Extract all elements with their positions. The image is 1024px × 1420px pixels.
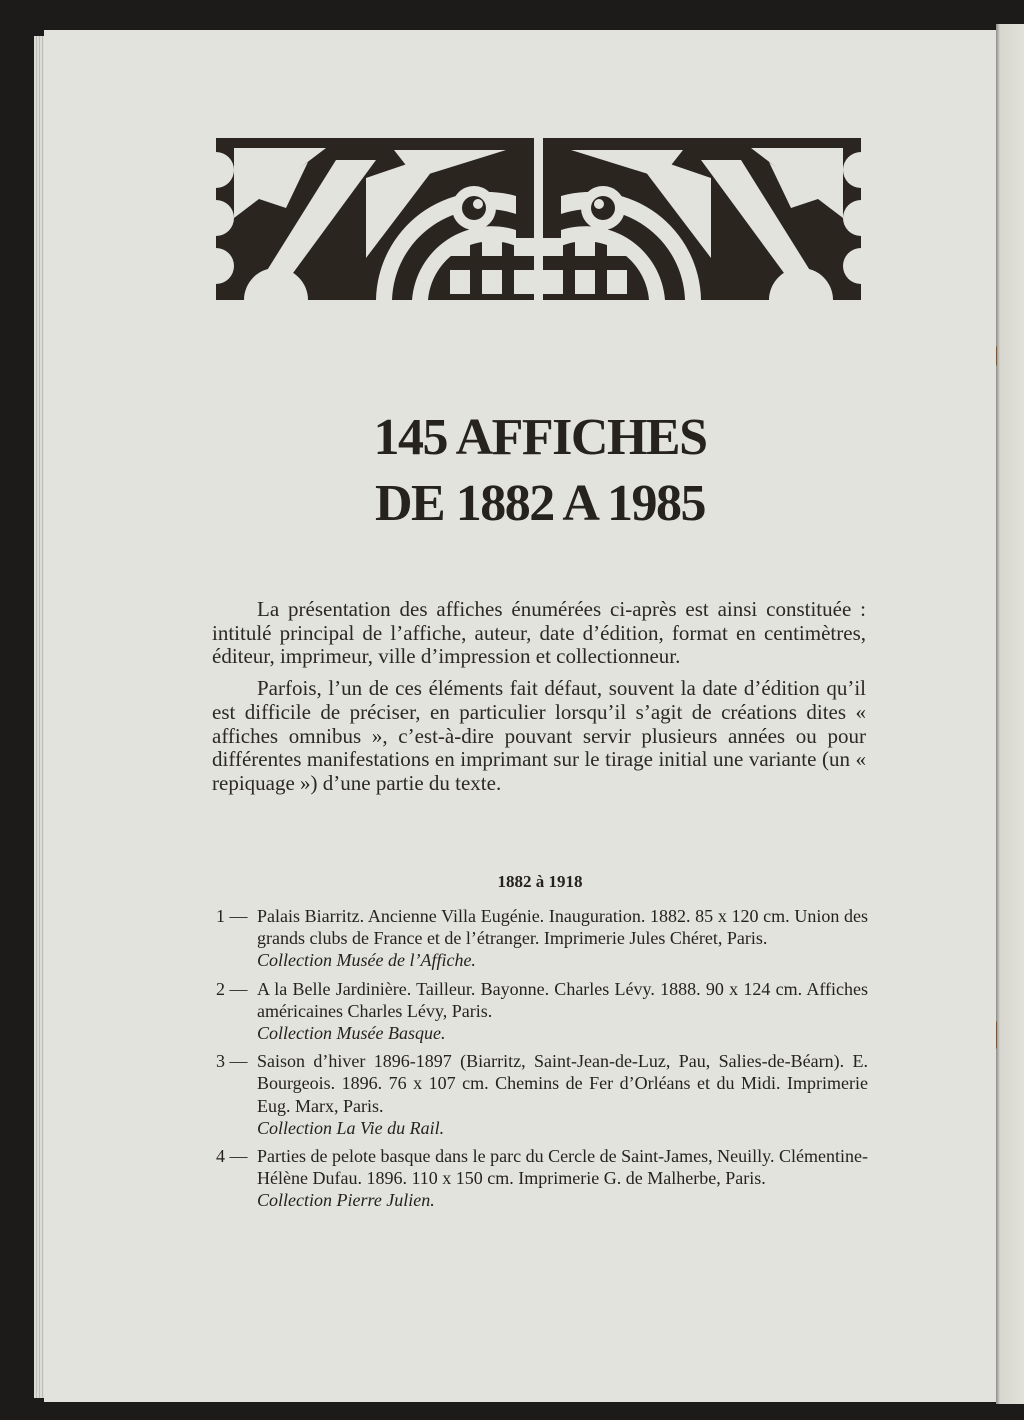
entry-text: Palais Biarritz. Ancienne Villa Eugénie. Inauguration. 1882. 85 x 120 cm. Union des grands clubs de France et de l’étranger. Imprimerie Jules Chéret, Paris. (257, 906, 868, 949)
entry-number: 2 — (216, 978, 248, 999)
entry-text: Saison d’hiver 1896-1897 (Biarritz, Saint-Jean-de-Luz, Pau, Salies-de-Béarn). E. Bourgeois. 1896. 76 x 107 cm. Chemins de Fer d’Orléans et du Midi. Imprimerie Eug. Marx, Paris. (257, 1051, 868, 1116)
intro-text (212, 598, 866, 804)
entry-number: 4 — (216, 1146, 248, 1167)
entry-collection: Collection Musée Basque. (257, 1023, 446, 1044)
basque-frieze-ornament (216, 138, 861, 300)
entry-text: A la Belle Jardinière. Tailleur. Bayonne. Charles Lévy. 1888. 90 x 124 cm. Affiches américaines Charles Lévy, Paris. (257, 978, 868, 1021)
list-item (216, 1145, 868, 1212)
section-heading: 1882 à 1918 (497, 872, 583, 891)
page-title-line-1: 145 AFFICHES (373, 409, 707, 466)
list-item (216, 905, 868, 972)
entry-collection: Collection La Vie du Rail. (257, 1117, 445, 1138)
intro-paragraph-1: La présentation des affiches énumérées ci-après est ainsi constituée : intitulé principal de l’affiche, auteur, date d’édition, format en centimètres, éditeur, imprimeur, ville d’impression et collectionneur. (212, 597, 866, 669)
next-page-edge (996, 24, 1024, 1404)
entry-collection: Collection Pierre Julien. (257, 1190, 435, 1211)
intro-paragraph-2: Parfois, l’un de ces éléments fait défaut, souvent la date d’édition qu’il est difficile de préciser, en particulier lorsqu’il s’agit de créations dites « affiches omnibus », c’est-à-dire pouvant servir plusieurs années ou pour différentes manifestations en imprimant sur le tirage initial une variante (un « repiquage ») d’une partie du texte. (212, 676, 866, 795)
entry-number: 1 — (216, 906, 248, 926)
entry-collection: Collection Musée de l’Affiche. (257, 950, 476, 971)
list-item (216, 1050, 868, 1139)
page-title-line-2: DE 1882 A 1985 (374, 475, 706, 532)
list-item (216, 978, 868, 1045)
entry-number: 3 — (216, 1051, 248, 1072)
entry-text: Parties de pelote basque dans le parc du Cercle de Saint-James, Neuilly. Clémentine-Hélène Dufau. 1896. 110 x 150 cm. Imprimerie G. de Malherbe, Paris. (257, 1146, 868, 1189)
poster-list (216, 905, 868, 1218)
